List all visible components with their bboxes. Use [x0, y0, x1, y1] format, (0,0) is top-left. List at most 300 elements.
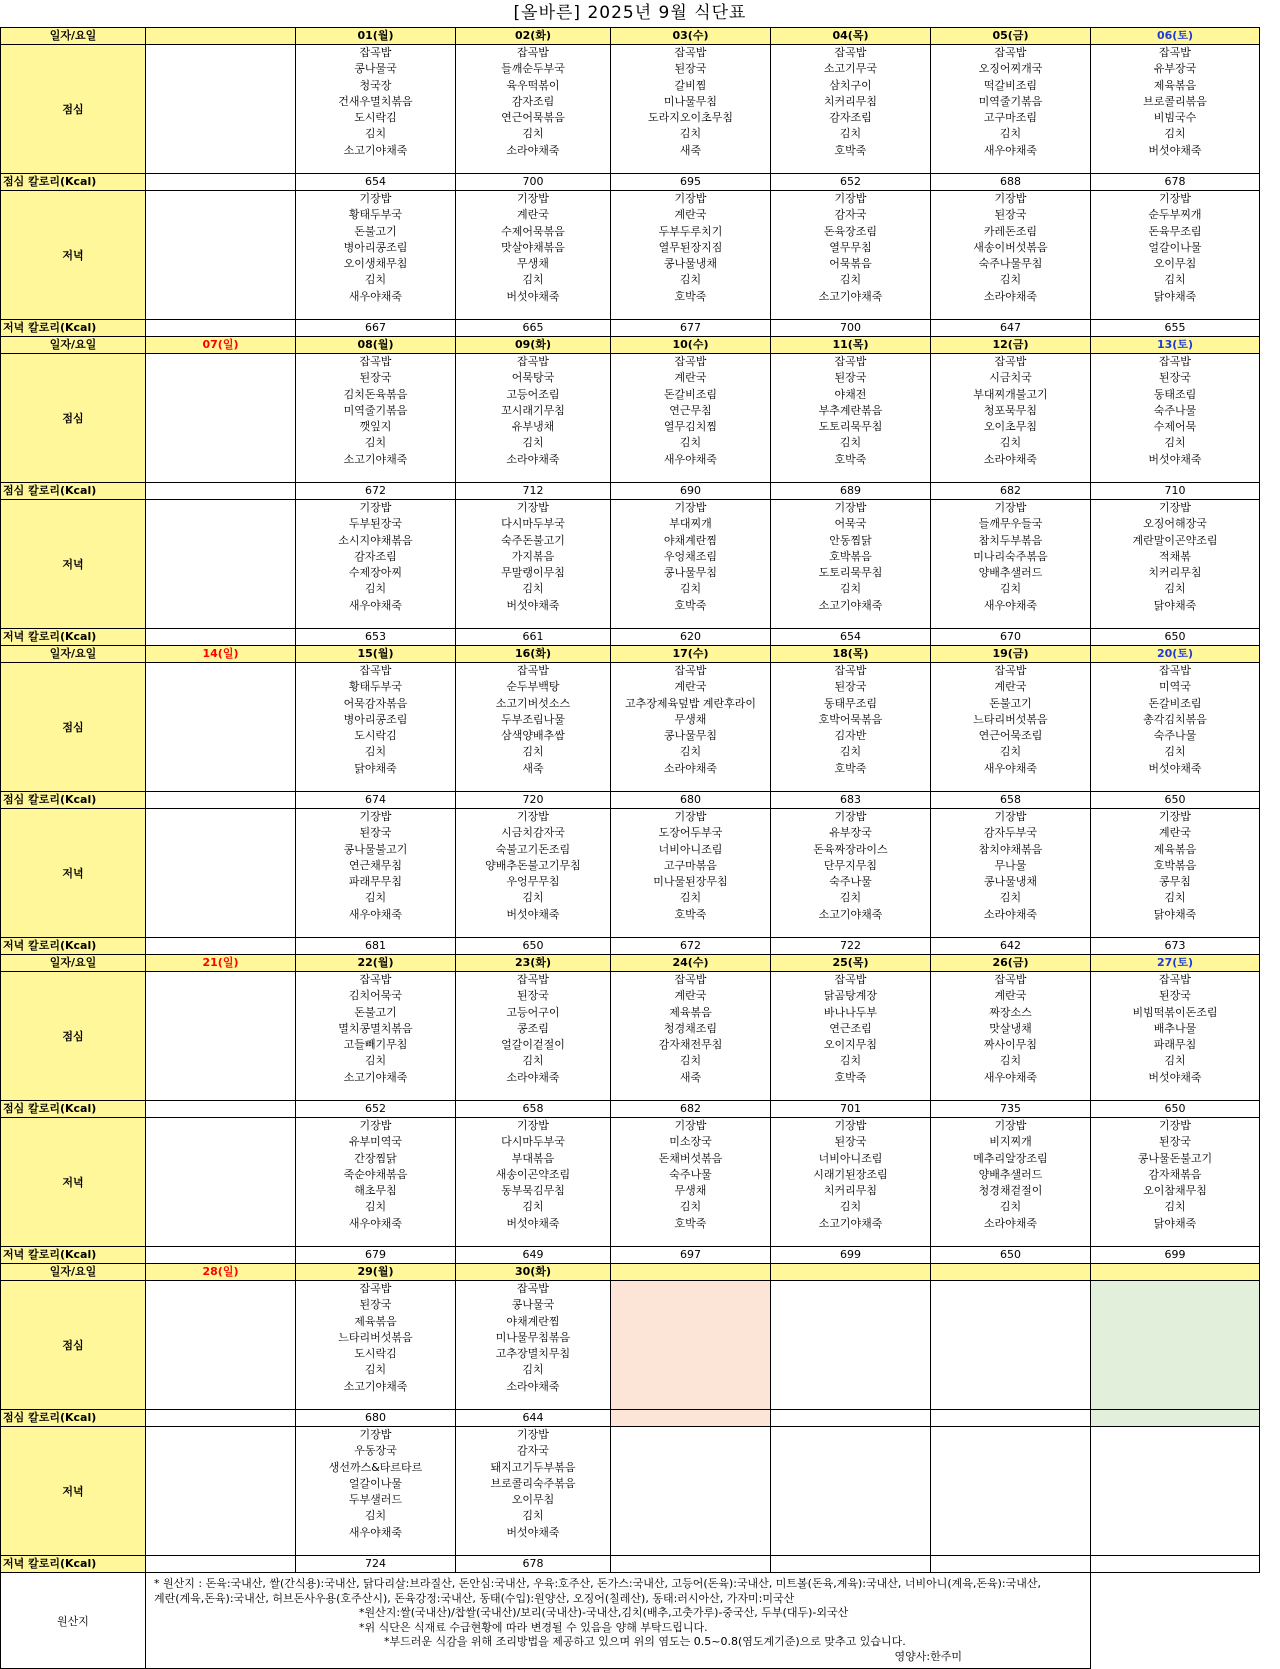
menu-item: 유부미역국 — [348, 1135, 403, 1149]
day-header: 08(월) — [296, 337, 456, 354]
menu-item: 동부묵김무침 — [501, 1184, 565, 1198]
kcal-value: 652 — [296, 1101, 456, 1118]
menu-item: 잡곡밥 — [359, 355, 392, 368]
menu-item: 김치 — [679, 582, 702, 596]
kcal-value: 672 — [296, 483, 456, 500]
kcal-value — [146, 629, 296, 646]
lunch-kcal-label: 점심 칼로리(Kcal) — [1, 1101, 146, 1118]
menu-item: 도장어두부국 — [658, 826, 723, 840]
menu-item: 돼지고기두부볶음 — [490, 1460, 576, 1474]
menu-item: 콩나물무침 — [663, 729, 718, 743]
menu-item: 잡곡밥 — [834, 973, 867, 986]
menu-item: 소라야채죽 — [983, 289, 1038, 303]
menu-item: 김치 — [679, 1054, 702, 1068]
dietitian-signature: 영양사:한주미 — [894, 1649, 962, 1663]
menu-item: 숙불고기돈조림 — [495, 842, 571, 856]
day-header: 28(일) — [146, 1264, 296, 1281]
lunch-menu-cell — [931, 1281, 1091, 1410]
kcal-value: 678 — [456, 1556, 611, 1573]
menu-item: 소고기야채죽 — [818, 1216, 883, 1230]
menu-item: 잡곡밥 — [517, 355, 549, 368]
menu-item: 카레돈조림 — [983, 224, 1038, 238]
origin-note-5: *부드러운 식감을 위해 조리방법을 제공하고 있으며 위의 염도는 0.5~0.8(염도계기준)으로 맞추고 있습니다. — [384, 1635, 906, 1648]
menu-item: 잡곡밥 — [359, 46, 392, 59]
kcal-value: 650 — [1091, 1101, 1260, 1118]
menu-item: 김치 — [522, 1509, 544, 1523]
menu-item: 시금치국 — [989, 371, 1032, 385]
menu-item: 소라야채죽 — [983, 1216, 1038, 1230]
menu-item: 김치 — [364, 582, 387, 596]
kcal-value: 644 — [456, 1410, 611, 1427]
menu-item: 잡곡밥 — [517, 973, 549, 986]
menu-item: 연근조림 — [829, 1021, 872, 1035]
menu-item: 콩조림 — [517, 1021, 549, 1035]
menu-item: 무생채 — [674, 712, 707, 726]
day-header: 10(수) — [611, 337, 771, 354]
lunch-menu-cell — [611, 354, 771, 483]
menu-item: 미나물된장무침 — [653, 875, 728, 889]
menu-item: 새우야채죽 — [348, 907, 403, 921]
origin-notes — [146, 1573, 1091, 1669]
menu-item: 오이생채무침 — [343, 257, 408, 271]
day-header: 05(금) — [931, 28, 1091, 45]
menu-item: 총각김치볶음 — [1143, 712, 1207, 726]
menu-item: 버섯야채죽 — [506, 289, 560, 303]
day-header: 30(화) — [456, 1264, 611, 1281]
day-header — [146, 28, 296, 45]
dinner-kcal-label: 저녁 칼로리(Kcal) — [1, 1556, 146, 1573]
dinner-kcal-row — [1, 938, 1260, 955]
menu-item: 도라지오이초무침 — [647, 111, 733, 125]
menu-item: 잡곡밥 — [994, 355, 1027, 368]
day-header: 16(화) — [456, 646, 611, 663]
menu-item: 순두부백탕 — [506, 680, 560, 694]
menu-item: 김치 — [364, 273, 387, 287]
dinner-menu-cell — [931, 191, 1091, 320]
menu-item: 잡곡밥 — [1159, 355, 1191, 368]
date-day-label: 일자/요일 — [1, 337, 146, 354]
menu-item: 김치돈육볶음 — [343, 387, 408, 401]
menu-item: 된장국 — [359, 1298, 392, 1312]
menu-item: 콩나물냉채 — [663, 257, 718, 271]
kcal-value: 674 — [296, 792, 456, 809]
menu-item: 버섯야채죽 — [1148, 143, 1202, 157]
dinner-menu-cell — [146, 809, 296, 938]
menu-item: 짜사이무침 — [983, 1038, 1038, 1052]
dinner-row — [1, 809, 1260, 938]
menu-item: 미나물무침 — [663, 94, 718, 108]
dinner-menu-cell — [771, 1427, 931, 1556]
menu-item: 김치 — [522, 891, 544, 905]
menu-item: 고등어조림 — [506, 387, 560, 401]
menu-item: 브로콜리볶음 — [1143, 94, 1207, 108]
menu-item: 도토리묵무침 — [818, 566, 883, 580]
lunch-kcal-label: 점심 칼로리(Kcal) — [1, 483, 146, 500]
menu-item: 동태조림 — [1153, 387, 1197, 401]
day-header — [611, 1264, 771, 1281]
menu-item: 치커리무침 — [823, 1184, 878, 1198]
menu-item: 김치 — [999, 891, 1022, 905]
menu-item: 된장국 — [359, 371, 392, 385]
menu-item: 계란국 — [674, 680, 707, 694]
dinner-label: 저녁 — [1, 1118, 146, 1247]
dinner-menu-cell — [611, 191, 771, 320]
menu-item: 기장밥 — [359, 1119, 392, 1132]
lunch-menu-cell — [1091, 1281, 1260, 1410]
menu-item: 잡곡밥 — [834, 46, 867, 59]
menu-item: 부대찌개불고기 — [973, 387, 1048, 401]
lunch-menu-cell — [146, 972, 296, 1101]
menu-item: 꼬시래기무침 — [501, 403, 565, 417]
date-day-label: 일자/요일 — [1, 646, 146, 663]
menu-item: 잡곡밥 — [834, 664, 867, 677]
menu-item: 돈육장조림 — [823, 224, 878, 238]
lunch-kcal-row — [1, 1410, 1260, 1427]
day-header: 01(월) — [296, 28, 456, 45]
dinner-menu-cell — [771, 191, 931, 320]
dinner-row — [1, 500, 1260, 629]
menu-item: 고들빼기무침 — [343, 1038, 408, 1052]
menu-item: 연근어묵볶음 — [501, 111, 565, 125]
menu-item: 김치 — [839, 1200, 862, 1214]
menu-item: 생선까스&타르타르 — [328, 1460, 423, 1474]
menu-item: 양배추샐러드 — [978, 566, 1043, 580]
kcal-value: 683 — [771, 792, 931, 809]
origin-label: 원산지 — [1, 1573, 146, 1669]
menu-item: 새송이버섯볶음 — [973, 240, 1048, 254]
dinner-menu-cell — [931, 500, 1091, 629]
menu-item: 삼치구이 — [829, 78, 872, 92]
dinner-menu-cell — [456, 1118, 611, 1247]
dinner-kcal-row — [1, 320, 1260, 337]
menu-item: 잡곡밥 — [994, 46, 1027, 59]
menu-item: 오징어찌개국 — [978, 62, 1043, 76]
menu-item: 호박죽 — [674, 598, 707, 612]
kcal-value: 699 — [1091, 1247, 1260, 1264]
dinner-menu-cell — [611, 500, 771, 629]
menu-item: 김치 — [1164, 273, 1186, 287]
menu-item: 너비아니조림 — [658, 842, 723, 856]
menu-item: 된장국 — [834, 1135, 867, 1149]
lunch-menu-cell — [296, 45, 456, 174]
menu-item: 소고기버섯소스 — [495, 696, 571, 710]
kcal-value: 665 — [456, 320, 611, 337]
menu-item: 김치 — [999, 1200, 1022, 1214]
menu-item: 얼갈이나물 — [1148, 240, 1202, 254]
kcal-value: 695 — [611, 174, 771, 191]
lunch-kcal-label: 점심 칼로리(Kcal) — [1, 1410, 146, 1427]
date-header-row — [1, 337, 1260, 354]
menu-item: 떡갈비조림 — [983, 78, 1038, 92]
dinner-kcal-label: 저녁 칼로리(Kcal) — [1, 320, 146, 337]
menu-item: 김치 — [522, 745, 544, 759]
menu-item: 잡곡밥 — [674, 973, 707, 986]
dinner-kcal-label: 저녁 칼로리(Kcal) — [1, 1247, 146, 1264]
menu-item: 오이지무침 — [823, 1038, 878, 1052]
menu-item: 두부조림나물 — [501, 712, 565, 726]
day-header: 06(토) — [1091, 28, 1260, 45]
menu-item: 잡곡밥 — [1159, 46, 1191, 59]
day-header: 14(일) — [146, 646, 296, 663]
menu-item: 야채전 — [834, 387, 867, 401]
menu-item: 버섯야채죽 — [506, 907, 560, 921]
menu-item: 무생채 — [674, 1184, 707, 1198]
kcal-value — [146, 483, 296, 500]
lunch-menu-cell — [931, 972, 1091, 1101]
lunch-menu-cell — [146, 1281, 296, 1410]
menu-item: 잡곡밥 — [674, 664, 707, 677]
menu-item: 새우야채죽 — [983, 761, 1038, 775]
menu-item: 호박죽 — [674, 1216, 707, 1230]
day-header — [1091, 1264, 1260, 1281]
menu-item: 돈불고기 — [354, 224, 397, 238]
menu-item: 깻잎지 — [359, 420, 392, 434]
menu-item: 김치 — [522, 582, 544, 596]
lunch-menu-cell — [931, 45, 1091, 174]
kcal-value — [146, 1101, 296, 1118]
menu-item: 새죽 — [522, 761, 544, 775]
menu-item: 소고기야채죽 — [343, 1070, 408, 1084]
dinner-row — [1, 1427, 1260, 1556]
menu-item: 김치 — [679, 273, 702, 287]
menu-item: 연근채무침 — [348, 858, 403, 872]
menu-item: 제육볶음 — [354, 1314, 397, 1328]
kcal-value: 650 — [931, 1247, 1091, 1264]
dinner-menu-cell — [146, 1427, 296, 1556]
menu-item: 기장밥 — [1159, 192, 1191, 205]
day-header: 07(일) — [146, 337, 296, 354]
date-header-row — [1, 1264, 1260, 1281]
menu-item: 계란국 — [994, 989, 1027, 1003]
kcal-value — [146, 1556, 296, 1573]
menu-item: 고구마볶음 — [663, 858, 718, 872]
lunch-row — [1, 972, 1260, 1101]
dinner-label: 저녁 — [1, 809, 146, 938]
menu-item: 맛살냉채 — [989, 1021, 1032, 1035]
menu-item: 다시마두부국 — [501, 517, 565, 531]
menu-item: 소고기야채죽 — [818, 907, 883, 921]
menu-item: 고추장멸치무침 — [495, 1347, 571, 1361]
menu-item: 잡곡밥 — [359, 1282, 392, 1295]
menu-item: 오이무침 — [511, 1493, 555, 1507]
kcal-value — [146, 320, 296, 337]
day-header: 29(월) — [296, 1264, 456, 1281]
menu-item: 제육볶음 — [1153, 842, 1197, 856]
menu-item: 김치 — [522, 127, 544, 141]
menu-item: 김치 — [839, 745, 862, 759]
menu-item: 황태두부국 — [348, 680, 403, 694]
kcal-value: 673 — [1091, 938, 1260, 955]
menu-item: 새우야채죽 — [983, 143, 1038, 157]
day-header: 25(목) — [771, 955, 931, 972]
menu-item: 야채계란찜 — [506, 1314, 560, 1328]
menu-item: 해초무침 — [354, 1184, 397, 1198]
menu-item: 참치두부볶음 — [978, 533, 1043, 547]
menu-item: 김자반 — [834, 729, 867, 743]
menu-item: 김치 — [364, 436, 387, 450]
menu-item: 계란말이곤약조림 — [1132, 533, 1218, 547]
menu-item: 김치 — [999, 436, 1022, 450]
menu-item: 얼갈이나물 — [348, 1476, 403, 1490]
kcal-value: 678 — [1091, 174, 1260, 191]
date-header-row — [1, 955, 1260, 972]
menu-item: 수제어묵볶음 — [501, 224, 565, 238]
dinner-menu-cell — [1091, 809, 1260, 938]
date-header-row — [1, 646, 1260, 663]
menu-item: 느타리버섯볶음 — [973, 712, 1048, 726]
menu-item: 고추장제육덮밥 계란후라이 — [624, 696, 756, 710]
menu-item: 돈불고기 — [354, 1005, 397, 1019]
menu-item: 김치 — [999, 1054, 1022, 1068]
menu-item: 김치 — [364, 891, 387, 905]
menu-item: 병아리콩조림 — [343, 712, 408, 726]
day-header: 26(금) — [931, 955, 1091, 972]
menu-item: 돈불고기 — [989, 696, 1032, 710]
date-day-label: 일자/요일 — [1, 1264, 146, 1281]
dinner-kcal-row — [1, 1247, 1260, 1264]
lunch-menu-cell — [296, 972, 456, 1101]
menu-item: 김치 — [364, 127, 387, 141]
menu-item: 김치 — [679, 745, 702, 759]
lunch-row — [1, 45, 1260, 174]
kcal-value: 647 — [931, 320, 1091, 337]
menu-item: 된장국 — [834, 371, 867, 385]
dinner-menu-cell — [931, 809, 1091, 938]
menu-item: 연근어묵조림 — [978, 729, 1043, 743]
day-header: 22(월) — [296, 955, 456, 972]
kcal-value: 689 — [771, 483, 931, 500]
menu-item: 얼갈이겉절이 — [501, 1038, 565, 1052]
menu-item: 무말랭이무침 — [501, 566, 565, 580]
menu-item: 된장국 — [994, 208, 1027, 222]
lunch-menu-cell — [771, 1281, 931, 1410]
menu-item: 두부샐러드 — [348, 1493, 403, 1507]
menu-item: 유부장국 — [1153, 62, 1197, 76]
menu-item: 호박죽 — [834, 452, 867, 466]
menu-item: 파래무침 — [1153, 1038, 1197, 1052]
menu-item: 맛살야채볶음 — [501, 240, 565, 254]
menu-item: 부추계란볶음 — [818, 403, 883, 417]
menu-item: 오이초무침 — [983, 420, 1038, 434]
menu-item: 브로콜리숙주볶음 — [490, 1476, 576, 1490]
dinner-menu-cell — [931, 1118, 1091, 1247]
day-header — [771, 1264, 931, 1281]
menu-item: 야채계란찜 — [663, 533, 718, 547]
menu-item: 버섯야채죽 — [506, 1216, 560, 1230]
kcal-value: 650 — [1091, 629, 1260, 646]
menu-item: 들깨순두부국 — [501, 62, 565, 76]
day-header: 11(목) — [771, 337, 931, 354]
menu-item: 소라야채죽 — [983, 907, 1038, 921]
dinner-menu-cell — [456, 809, 611, 938]
menu-item: 새우야채죽 — [983, 598, 1038, 612]
menu-item: 새우야채죽 — [348, 598, 403, 612]
menu-item: 열무김치찜 — [663, 420, 718, 434]
menu-item: 들깨무우들국 — [978, 517, 1043, 531]
menu-item: 미역국 — [1159, 680, 1191, 694]
menu-item: 김치 — [522, 1200, 544, 1214]
day-header: 18(목) — [771, 646, 931, 663]
day-header: 20(토) — [1091, 646, 1260, 663]
menu-item: 김치 — [839, 1054, 862, 1068]
menu-item: 무생채 — [517, 257, 549, 271]
menu-item: 감자조림 — [829, 111, 872, 125]
menu-item: 육우떡볶이 — [506, 78, 560, 92]
menu-item: 기장밥 — [674, 501, 707, 514]
menu-item: 잡곡밥 — [359, 664, 392, 677]
menu-item: 소라야채죽 — [506, 1379, 560, 1393]
dinner-menu-cell — [296, 809, 456, 938]
dinner-label: 저녁 — [1, 1427, 146, 1556]
kcal-value: 680 — [611, 792, 771, 809]
menu-item: 김치 — [999, 745, 1022, 759]
menu-item: 김치 — [839, 127, 862, 141]
menu-item: 닭곰탕계장 — [823, 989, 878, 1003]
menu-item: 김치 — [679, 436, 702, 450]
menu-item: 치커리무침 — [1148, 566, 1202, 580]
menu-item: 김치 — [1164, 436, 1186, 450]
menu-item: 비빔떡볶이돈조림 — [1132, 1005, 1218, 1019]
menu-item: 가지볶음 — [511, 549, 555, 563]
menu-item: 소고기야채죽 — [818, 289, 883, 303]
menu-item: 된장국 — [1159, 1135, 1191, 1149]
menu-item: 잡곡밥 — [359, 973, 392, 986]
menu-item: 우동장국 — [354, 1444, 397, 1458]
menu-item: 콩나물국 — [354, 62, 397, 76]
day-header: 21(일) — [146, 955, 296, 972]
menu-item: 닭야채죽 — [1153, 598, 1197, 612]
dinner-menu-cell — [1091, 1118, 1260, 1247]
lunch-menu-cell — [296, 1281, 456, 1410]
kcal-value: 697 — [611, 1247, 771, 1264]
day-header: 02(화) — [456, 28, 611, 45]
menu-item: 김치 — [522, 436, 544, 450]
menu-item: 감자채볶음 — [1148, 1167, 1202, 1181]
kcal-value: 654 — [296, 174, 456, 191]
dinner-row — [1, 1118, 1260, 1247]
lunch-menu-cell — [611, 663, 771, 792]
menu-item: 우엉무무침 — [506, 875, 560, 889]
kcal-value: 677 — [611, 320, 771, 337]
menu-item: 돈갈비조림 — [1148, 696, 1202, 710]
menu-item: 김치 — [679, 127, 702, 141]
menu-item: 버섯야채죽 — [1148, 761, 1202, 775]
menu-item: 된장국 — [1159, 371, 1191, 385]
menu-item: 청경채겉절이 — [978, 1184, 1043, 1198]
menu-item: 새우야채죽 — [983, 1070, 1038, 1084]
menu-item: 김치 — [364, 1054, 387, 1068]
lunch-menu-cell — [456, 45, 611, 174]
day-header: 09(화) — [456, 337, 611, 354]
menu-item: 기장밥 — [517, 1428, 549, 1441]
menu-item: 잡곡밥 — [1159, 664, 1191, 677]
menu-item: 적채볶 — [1159, 549, 1191, 563]
lunch-menu-cell — [456, 663, 611, 792]
lunch-kcal-row — [1, 174, 1260, 191]
menu-item: 호박죽 — [834, 143, 867, 157]
menu-item: 김치 — [679, 891, 702, 905]
menu-item: 김치 — [839, 891, 862, 905]
kcal-value: 710 — [1091, 483, 1260, 500]
lunch-menu-cell — [1091, 663, 1260, 792]
kcal-value: 620 — [611, 629, 771, 646]
menu-item: 새우야채죽 — [348, 1216, 403, 1230]
kcal-value: 672 — [611, 938, 771, 955]
kcal-value — [611, 1410, 771, 1427]
dinner-label: 저녁 — [1, 500, 146, 629]
menu-item: 김치 — [1164, 1200, 1186, 1214]
menu-item: 김치 — [1164, 891, 1186, 905]
